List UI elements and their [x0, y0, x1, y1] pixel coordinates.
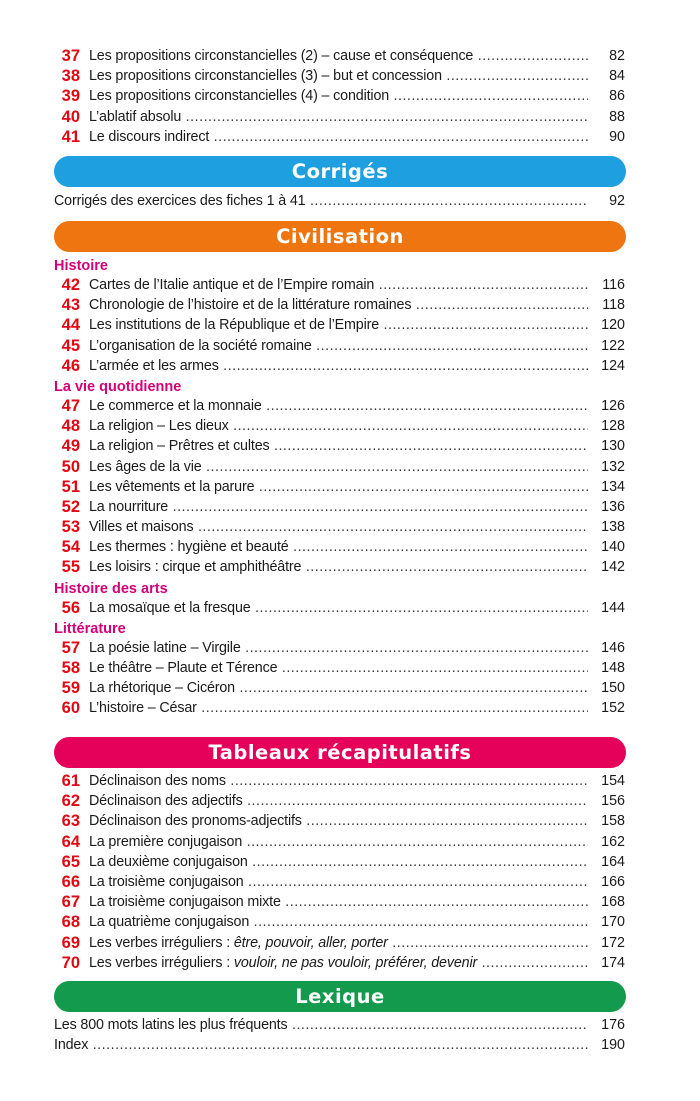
- entry-page: 122: [601, 337, 625, 354]
- entry-number: 47: [61, 396, 80, 415]
- corriges-entries: [0, 191, 700, 211]
- toc-entry[interactable]: [0, 517, 700, 537]
- subheading-histoire-des-arts: Histoire des arts: [54, 580, 168, 597]
- subheading-histoire: Histoire: [54, 258, 108, 274]
- entry-number: 46: [61, 356, 80, 375]
- entry-number: 68: [61, 913, 80, 932]
- entry-page: 140: [601, 539, 625, 556]
- entry-title: La troisième conjugaison .....: [89, 872, 588, 892]
- entry-number: 66: [61, 872, 80, 891]
- toc-entry[interactable]: [0, 191, 700, 211]
- entry-title: Les 800 mots latins les plus fréquents .....: [54, 1015, 588, 1035]
- entry-page: 82: [609, 48, 625, 64]
- entry-page: 176: [601, 1017, 625, 1033]
- entry-title: L’ablatif absolu .....: [89, 107, 588, 127]
- toc-entry[interactable]: [0, 107, 700, 127]
- entry-page: 154: [601, 773, 625, 789]
- entry-number: 48: [61, 417, 80, 436]
- entry-title: Les âges de la vie .....: [89, 457, 588, 477]
- entry-page: 84: [609, 68, 625, 85]
- entry-title: Les institutions de la République et de l’Empire .....: [89, 315, 588, 335]
- toc-entry[interactable]: [0, 1015, 700, 1035]
- entry-page: 158: [601, 813, 625, 830]
- entry-title: L’organisation de la société romaine .....: [89, 336, 588, 356]
- entry-title: Déclinaison des noms .....: [89, 771, 588, 791]
- entry-title: Le commerce et la monnaie .....: [89, 396, 588, 416]
- toc-entry[interactable]: [0, 557, 700, 577]
- civilisation-banner: Civilisation: [54, 221, 626, 252]
- entry-number: 64: [61, 832, 80, 851]
- toc-entry[interactable]: [0, 598, 700, 618]
- entry-page: 190: [601, 1037, 625, 1054]
- entry-number: 39: [61, 87, 80, 106]
- entry-title: Corrigés des exercices des fiches 1 à 41 .....: [54, 191, 588, 211]
- histoire-entries: [0, 275, 700, 376]
- toc-entry[interactable]: [0, 66, 700, 86]
- entry-number: 63: [61, 812, 80, 831]
- civilisation-section: [0, 255, 700, 719]
- toc-entry[interactable]: [0, 832, 700, 852]
- toc-entry[interactable]: [0, 275, 700, 295]
- entry-page: 150: [601, 680, 625, 697]
- toc-entry[interactable]: [0, 933, 700, 953]
- toc-entry[interactable]: [0, 315, 700, 335]
- tableaux-section: [0, 771, 700, 973]
- entry-title: La troisième conjugaison mixte .....: [89, 892, 588, 912]
- entry-number: 41: [61, 127, 80, 146]
- entry-number: 43: [61, 296, 80, 315]
- entry-number: 58: [61, 659, 80, 677]
- toc-entry[interactable]: [0, 436, 700, 456]
- toc-entry[interactable]: [0, 497, 700, 517]
- lexique-banner: Lexique: [54, 981, 626, 1012]
- entry-title: La religion – Les dieux .....: [89, 416, 588, 436]
- toc-entry[interactable]: [0, 852, 700, 872]
- entry-title-prefix: Les verbes irréguliers :: [89, 934, 234, 951]
- tableaux-banner: Tableaux récapitulatifs: [54, 737, 626, 768]
- entry-number: 50: [61, 457, 80, 476]
- toc-entry[interactable]: [0, 416, 700, 436]
- entry-page: 92: [609, 193, 625, 209]
- entry-title-italic: être, pouvoir, aller, porter: [233, 934, 388, 951]
- entry-number: 70: [61, 953, 80, 972]
- entry-page: 162: [601, 833, 625, 850]
- entry-title: Les propositions circonstancielles (2) – cause et conséquence .....: [89, 46, 588, 66]
- toc-entry[interactable]: [0, 953, 700, 973]
- entry-page: 134: [601, 478, 625, 495]
- litterature-entries: [0, 638, 700, 719]
- entry-title-italic: vouloir, ne pas vouloir, préférer, devenir: [233, 954, 478, 971]
- toc-entry[interactable]: [0, 86, 700, 106]
- entry-number: 62: [61, 792, 80, 811]
- tableaux-entries: [0, 771, 700, 933]
- entry-number: 52: [61, 497, 80, 516]
- entry-number: 55: [61, 558, 80, 577]
- entry-page: 152: [601, 700, 625, 717]
- entry-title: La religion – Prêtres et cultes .....: [89, 436, 588, 456]
- entry-number: 61: [61, 772, 80, 790]
- entry-number: 56: [61, 598, 80, 617]
- entry-number: 67: [61, 893, 80, 912]
- entry-number: 69: [61, 933, 80, 952]
- entry-title: La deuxième conjugaison .....: [89, 852, 588, 872]
- entry-page: 126: [601, 397, 625, 414]
- entry-number: 59: [61, 679, 80, 698]
- toc-entry[interactable]: [0, 771, 700, 791]
- entry-title: Le théâtre – Plaute et Térence .....: [89, 658, 588, 678]
- entry-page: 136: [601, 498, 625, 515]
- subheading-vie-quotidienne: La vie quotidienne: [54, 378, 182, 395]
- entry-title-prefix: Les verbes irréguliers :: [89, 954, 234, 971]
- toc-entry[interactable]: [0, 791, 700, 811]
- entry-title: Les loisirs : cirque et amphithéâtre .....: [89, 557, 588, 577]
- entry-page: 174: [601, 954, 625, 971]
- entry-page: 130: [601, 438, 625, 455]
- entry-number: 54: [61, 538, 80, 557]
- toc-entry[interactable]: [0, 678, 700, 698]
- toc-entry[interactable]: [0, 127, 700, 147]
- entry-title: [89, 933, 588, 953]
- toc-entry[interactable]: [0, 912, 700, 932]
- entry-page: 142: [601, 559, 625, 576]
- entry-title: Cartes de l’Italie antique et de l’Empire romain .....: [89, 275, 588, 295]
- entry-title: Chronologie de l’histoire et de la littérature romaines .....: [89, 295, 588, 315]
- entry-number: 49: [61, 437, 80, 456]
- entry-number: 51: [61, 477, 80, 496]
- entry-title: Les vêtements et la parure .....: [89, 477, 588, 497]
- toc-entry[interactable]: [0, 698, 700, 718]
- entry-title: Index .....: [54, 1035, 588, 1055]
- entry-number: 53: [61, 518, 80, 537]
- entry-page: 116: [602, 277, 625, 293]
- grammar-entries: [0, 46, 700, 147]
- entry-page: 88: [609, 108, 625, 125]
- entry-page: 128: [601, 418, 625, 435]
- toc-entry[interactable]: [0, 1035, 700, 1055]
- entry-title: Villes et maisons .....: [89, 517, 588, 537]
- arts-entries: [0, 598, 700, 618]
- toc-entry[interactable]: [0, 396, 700, 416]
- corriges-banner: Corrigés: [54, 156, 626, 187]
- entry-title: Le discours indirect .....: [89, 127, 588, 147]
- entry-number: 37: [61, 47, 80, 65]
- entry-page: 118: [602, 297, 625, 314]
- toc-entry[interactable]: [0, 638, 700, 658]
- entry-title: La poésie latine – Virgile .....: [89, 638, 588, 658]
- entry-page: 138: [601, 519, 625, 536]
- toc-entry[interactable]: [0, 537, 700, 557]
- entry-page: 144: [601, 599, 625, 616]
- entry-page: 132: [601, 458, 625, 475]
- entry-title: La rhétorique – Cicéron .....: [89, 678, 588, 698]
- entry-number: 44: [61, 316, 80, 335]
- entry-page: 146: [601, 639, 625, 656]
- entry-page: 90: [609, 128, 625, 145]
- entry-title: Déclinaison des pronoms-adjectifs .....: [89, 811, 588, 831]
- entry-number: 45: [61, 336, 80, 355]
- entry-title: La mosaïque et la fresque .....: [89, 598, 588, 618]
- toc-entry[interactable]: [0, 457, 700, 477]
- toc-entry[interactable]: [0, 892, 700, 912]
- toc-entry[interactable]: [0, 295, 700, 315]
- toc-entry[interactable]: [0, 356, 700, 376]
- vie-entries: [0, 396, 700, 578]
- entry-title: La première conjugaison .....: [89, 832, 588, 852]
- subheading-litterature: Littérature: [54, 620, 126, 637]
- toc-entry[interactable]: [0, 658, 700, 678]
- entry-title: L’armée et les armes .....: [89, 356, 588, 376]
- entry-page: 148: [601, 660, 625, 676]
- entry-number: 60: [61, 699, 80, 718]
- entry-title: La quatrième conjugaison .....: [89, 912, 588, 932]
- toc-entry[interactable]: [0, 336, 700, 356]
- entry-number: 57: [61, 638, 80, 657]
- entry-title: Déclinaison des adjectifs .....: [89, 791, 588, 811]
- entry-title: [89, 953, 588, 973]
- entry-page: 168: [601, 894, 625, 911]
- entry-page: 164: [601, 853, 625, 870]
- entry-page: 86: [609, 88, 625, 105]
- entry-page: 172: [601, 934, 625, 951]
- entry-title: Les propositions circonstancielles (4) – condition .....: [89, 86, 588, 106]
- entry-page: 120: [601, 317, 625, 334]
- toc-entry[interactable]: [0, 872, 700, 892]
- entry-title: Les propositions circonstancielles (3) – but et concession .....: [89, 66, 588, 86]
- entry-page: 124: [601, 357, 625, 374]
- entry-page: 166: [601, 873, 625, 890]
- toc-entry[interactable]: [0, 46, 700, 66]
- entry-title: Les thermes : hygiène et beauté .....: [89, 537, 588, 557]
- entry-title: L’histoire – César .....: [89, 698, 588, 718]
- toc-entry[interactable]: [0, 811, 700, 831]
- entry-page: 156: [601, 793, 625, 810]
- entry-number: 42: [61, 276, 80, 294]
- entry-number: 65: [61, 852, 80, 871]
- entry-page: 170: [601, 914, 625, 931]
- entry-number: 40: [61, 107, 80, 126]
- toc-entry[interactable]: [0, 477, 700, 497]
- lexique-entries: [0, 1015, 700, 1055]
- entry-number: 38: [61, 67, 80, 86]
- entry-title: La nourriture .....: [89, 497, 588, 517]
